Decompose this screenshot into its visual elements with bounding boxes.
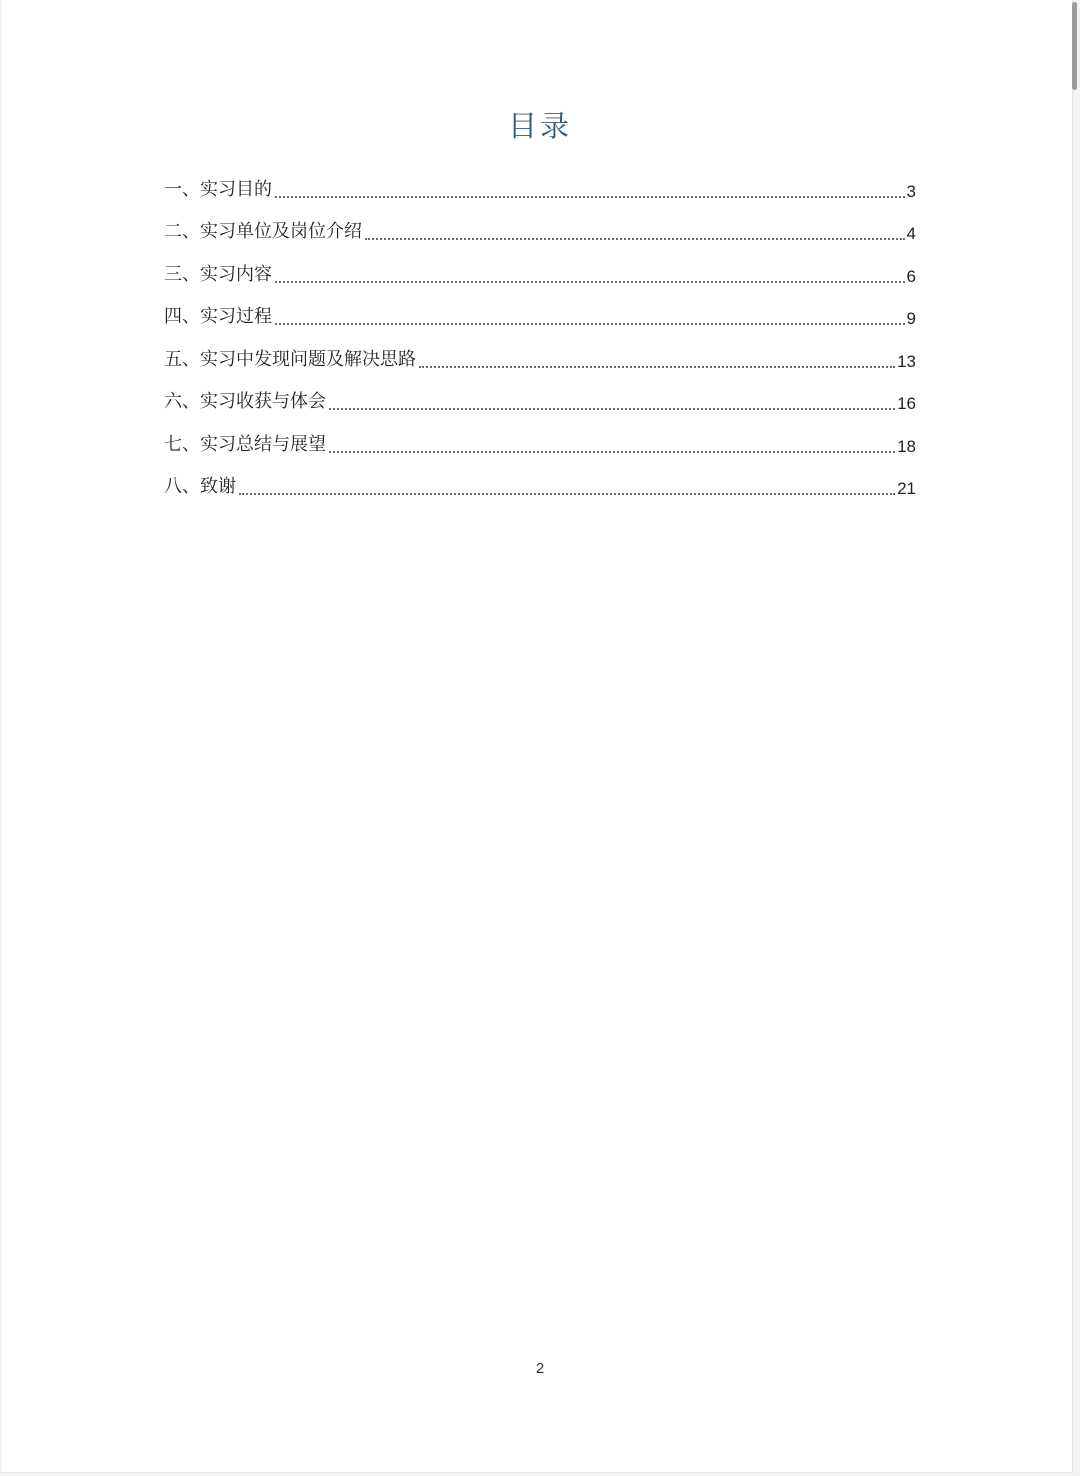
toc-entry-label: 三、实习内容 bbox=[164, 263, 272, 285]
toc-entry-page: 3 bbox=[906, 181, 916, 201]
toc-entry[interactable] bbox=[164, 413, 916, 456]
toc-dot-leader bbox=[239, 493, 895, 495]
toc-entry-label: 六、实习收获与体会 bbox=[164, 391, 326, 412]
toc-entry[interactable] bbox=[164, 243, 916, 286]
toc-title: 目录 bbox=[507, 109, 572, 143]
toc-entry-page: 13 bbox=[897, 351, 916, 371]
toc-entry-page: 6 bbox=[906, 266, 916, 286]
toc-dot-leader bbox=[275, 323, 905, 325]
page-number: 2 bbox=[535, 1360, 545, 1377]
toc-entry-page: 9 bbox=[906, 309, 916, 328]
toc-dot-leader bbox=[365, 238, 905, 240]
toc-entry-page: 4 bbox=[906, 224, 916, 243]
toc-entry-page: 18 bbox=[897, 436, 916, 456]
toc-entry-label: 四、实习过程 bbox=[164, 306, 272, 327]
toc-entry[interactable] bbox=[164, 456, 916, 499]
toc-entry-label: 一、实习目的 bbox=[164, 178, 272, 200]
toc-entry[interactable] bbox=[164, 201, 916, 244]
toc-entry-page: 16 bbox=[897, 394, 916, 413]
toc-entry-label: 二、实习单位及岗位介绍 bbox=[164, 221, 362, 242]
toc-entry-label: 五、实习中发现问题及解决思路 bbox=[164, 348, 416, 370]
scrollbar-thumb[interactable] bbox=[1072, 2, 1077, 90]
toc-dot-leader bbox=[419, 366, 895, 368]
vertical-scrollbar[interactable] bbox=[1070, 0, 1080, 1476]
toc-entry-page: 21 bbox=[897, 479, 916, 498]
toc-dot-leader bbox=[329, 451, 895, 453]
toc-dot-leader bbox=[275, 281, 905, 283]
toc-entry-label: 七、实习总结与展望 bbox=[164, 433, 326, 455]
toc-entry-label: 八、致谢 bbox=[164, 476, 236, 497]
toc-entry[interactable] bbox=[164, 286, 916, 329]
toc-entry[interactable] bbox=[164, 158, 916, 201]
toc-list bbox=[164, 158, 916, 498]
toc-dot-leader bbox=[275, 196, 905, 198]
toc-entry[interactable] bbox=[164, 328, 916, 371]
document-page bbox=[2, 0, 1073, 1473]
toc-entry[interactable] bbox=[164, 371, 916, 414]
toc-dot-leader bbox=[329, 408, 895, 410]
